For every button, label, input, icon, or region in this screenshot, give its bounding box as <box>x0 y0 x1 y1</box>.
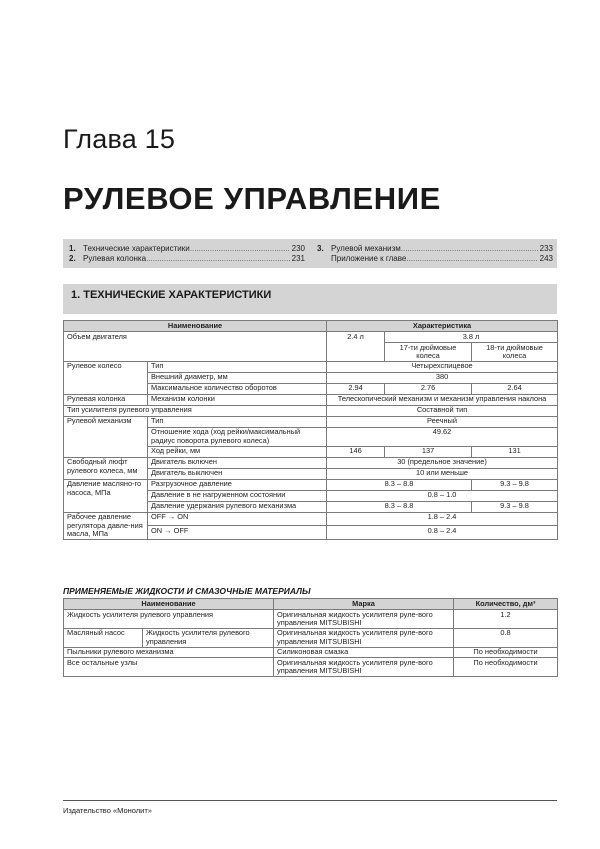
cell-value: 8.3 – 8.8 <box>327 501 472 512</box>
cell-value: 0.8 – 2.4 <box>327 526 558 540</box>
cell-label: Все остальные узлы <box>64 658 274 677</box>
header-name: Наименование <box>64 321 327 332</box>
cell-value: 18-ти дюймовые колеса <box>472 343 558 362</box>
cell-param: Внешний диаметр, мм <box>148 372 327 383</box>
header-quantity: Количество, дм³ <box>454 599 558 610</box>
cell-label: Пыльники рулевого механизма <box>64 647 274 657</box>
cell-label: Рулевой механизм <box>64 416 148 457</box>
table-header-row <box>64 321 558 332</box>
cell-value: 9.3 – 9.8 <box>472 479 558 490</box>
cell-label: Рулевая колонка <box>64 394 148 405</box>
page-title: РУЛЕВОЕ УПРАВЛЕНИЕ <box>63 181 441 216</box>
cell-value: 17-ти дюймовые колеса <box>385 343 472 362</box>
section-header <box>63 284 557 314</box>
cell-value: 137 <box>385 446 472 457</box>
cell-value: Четырехспицевое <box>327 361 558 372</box>
cell-param: ON → OFF <box>148 526 327 540</box>
cell-value: Реечный <box>327 416 558 427</box>
table-row <box>64 479 558 490</box>
cell-label: Масляный насос <box>64 628 143 647</box>
cell-param: Тип <box>148 361 327 372</box>
table-row <box>64 512 558 526</box>
table-row <box>64 628 558 647</box>
publisher-footer: Издательство «Монолит» <box>63 806 152 815</box>
table-row <box>64 658 558 677</box>
cell-value: 131 <box>472 446 558 457</box>
cell-value: Оригинальная жидкость усилителя руле-вого управления MITSUBISHI <box>274 610 454 629</box>
footer-divider <box>63 800 557 801</box>
cell-param: Разгрузочное давление <box>148 479 327 490</box>
specifications-table <box>63 320 558 540</box>
cell-value: По необходимости <box>454 647 558 657</box>
cell-param: Тип <box>148 416 327 427</box>
cell-value: Телескопический механизм и механизм управления наклона <box>327 394 558 405</box>
cell-value: 146 <box>327 446 385 457</box>
table-row <box>64 332 558 343</box>
table-row <box>64 416 558 427</box>
cell-label: Тип усилителя рулевого управления <box>64 405 327 416</box>
cell-param: Ход рейки, мм <box>148 446 327 457</box>
cell-value: 2.76 <box>385 383 472 394</box>
cell-value: 0.8 <box>454 628 558 647</box>
cell-value: Оригинальная жидкость усилителя руле-вого управления MITSUBISHI <box>274 658 454 677</box>
toc-item[interactable]: 1. Технические характеристики ..... 230 <box>69 243 305 254</box>
fluids-section-title: ПРИМЕНЯЕМЫЕ ЖИДКОСТИ И СМАЗОЧНЫЕ МАТЕРИАЛЫ <box>63 586 311 596</box>
table-row <box>64 405 558 416</box>
table-row <box>64 610 558 629</box>
cell-value: 9.3 – 9.8 <box>472 501 558 512</box>
cell-value: 2.64 <box>472 383 558 394</box>
table-row <box>64 647 558 657</box>
table-header-row <box>64 599 558 610</box>
cell-value: 380 <box>327 372 558 383</box>
cell-value: 1.2 <box>454 610 558 629</box>
cell-param: Максимальное количество оборотов <box>148 383 327 394</box>
header-characteristic: Характеристика <box>327 321 558 332</box>
section-title: 1. ТЕХНИЧЕСКИЕ ХАРАКТЕРИСТИКИ <box>71 289 272 301</box>
cell-value: По необходимости <box>454 658 558 677</box>
fluids-table <box>63 598 558 677</box>
chapter-heading: Глава 15 <box>63 124 176 154</box>
cell-value: 10 или меньше <box>327 468 558 479</box>
header-name: Наименование <box>64 599 274 610</box>
cell-label: Свободный люфт рулевого колеса, мм <box>64 457 148 479</box>
cell-param: Давление в не нагруженном состоянии <box>148 490 327 501</box>
cell-value: 30 (предельное значение) <box>327 457 558 468</box>
cell-value: Силиконовая смазка <box>274 647 454 657</box>
toc-item[interactable]: 3. Рулевой механизм ..... 233 <box>317 243 553 254</box>
cell-value: 3.8 л <box>385 332 558 343</box>
cell-value: Оригинальная жидкость усилителя руле-вого управления MITSUBISHI <box>274 628 454 647</box>
cell-param: Давление удержания рулевого механизма <box>148 501 327 512</box>
cell-value: 1.8 – 2.4 <box>327 512 558 526</box>
table-row <box>64 361 558 372</box>
cell-param: OFF → ON <box>148 512 327 526</box>
cell-label: Жидкость усилителя рулевого управления <box>64 610 274 629</box>
table-of-contents <box>63 239 557 268</box>
cell-label: Рабочее давление регулятора давле-ния масла, МПа <box>64 512 148 539</box>
cell-param: Отношение хода (ход рейки/максимальный радиус поворота рулевого колеса) <box>148 427 327 446</box>
cell-param: Жидкость усилителя рулевого управления <box>143 628 274 647</box>
cell-label: Давление масляно-го насоса, МПа <box>64 479 148 512</box>
cell-param: Двигатель выключен <box>148 468 327 479</box>
cell-value: Составной тип <box>327 405 558 416</box>
toc-item[interactable]: Приложение к главе ..... 243 <box>317 253 553 264</box>
table-row <box>64 394 558 405</box>
cell-value: 0.8 – 1.0 <box>327 490 558 501</box>
cell-value: 2.4 л <box>327 332 385 362</box>
cell-param: Двигатель включен <box>148 457 327 468</box>
header-brand: Марка <box>274 599 454 610</box>
cell-param: Механизм колонки <box>148 394 327 405</box>
cell-value: 2.94 <box>327 383 385 394</box>
cell-label: Рулевое колесо <box>64 361 148 394</box>
cell-value: 49.62 <box>327 427 558 446</box>
toc-item[interactable]: 2. Рулевая колонка ..... 231 <box>69 253 305 264</box>
cell-label: Объем двигателя <box>64 332 327 362</box>
table-row <box>64 457 558 468</box>
cell-value: 8.3 – 8.8 <box>327 479 472 490</box>
